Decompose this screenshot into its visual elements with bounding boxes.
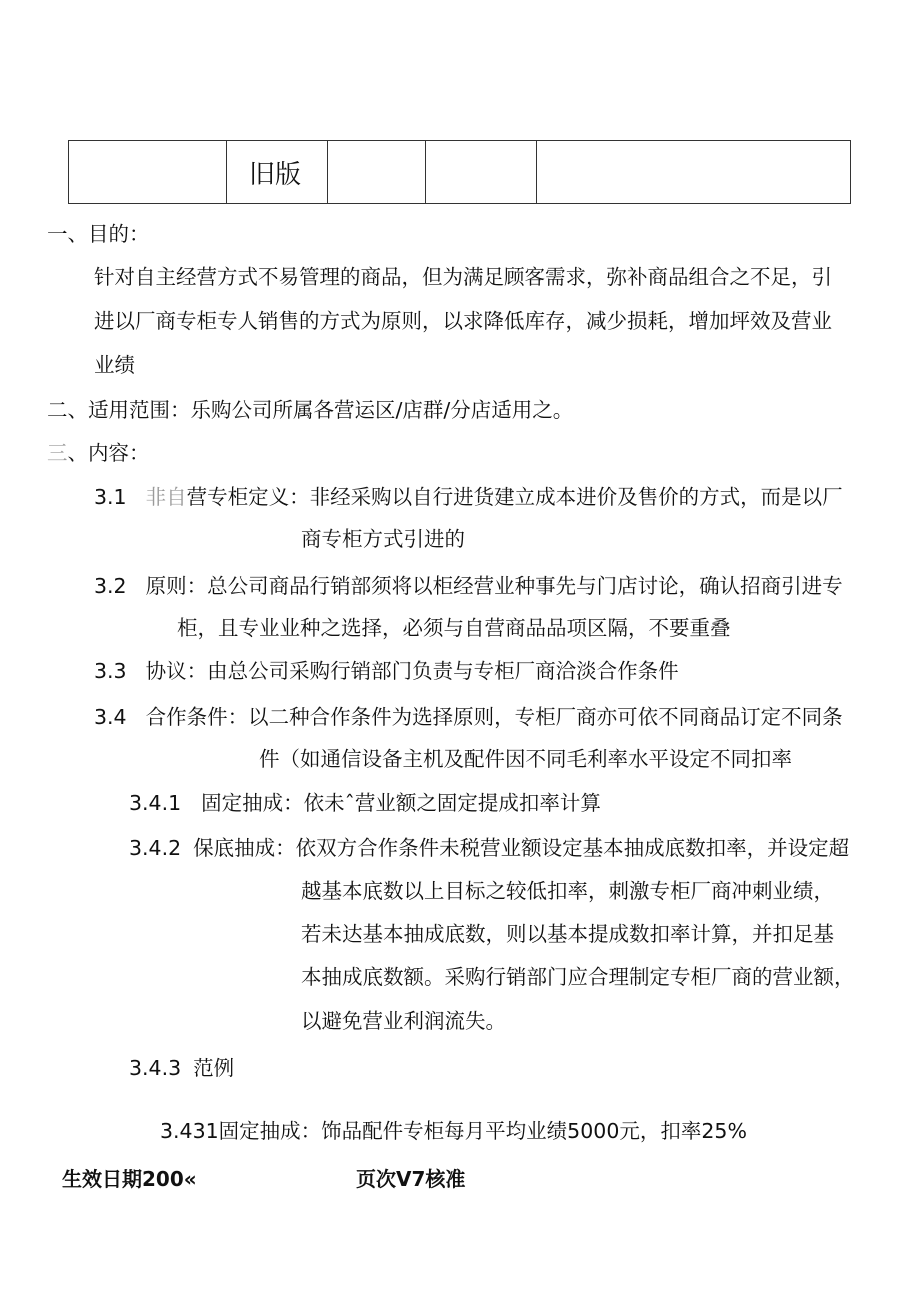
item-3-1-number: 3.1 [94,485,127,509]
item-3-4-continuation: 件（如通信设备主机及配件因不同毛利率水平设定不同扣率 [259,747,792,771]
item-3-4-2-text: 保底抽成：依双方合作条件未税营业额设定基本抽成底数扣率，并设定超 [193,836,850,860]
item-3-3-text: 协议：由总公司采购行销部门负责与专柜厂商洽淡合作条件 [145,659,679,683]
header-cell-4 [426,141,537,204]
item-3-4-number: 3.4 [94,705,127,729]
item-3-2-continuation: 柜，且专业业种之选择，必须与自营商品品项区隔，不要重叠 [177,616,731,640]
item-3-2-text: 原则：总公司商品行销部须将以柜经营业种事先与门店讨论，确认招商引进专 [145,574,843,598]
content-heading-prefix: 三 [47,441,68,465]
item-3-4-2-continuation-4: 以避免营业利润流失。 [301,1009,506,1033]
item-3-4-3-1: 3.431固定抽成：饰品配件专柜每月平均业绩5000元，扣率25% [160,1119,747,1143]
header-cell-1 [69,141,227,204]
item-3-4-2-number: 3.4.2 [129,836,182,860]
item-3-4 [94,704,843,730]
purpose-line-3: 业绩 [94,353,135,377]
item-3-4-3-text: 范例 [193,1056,235,1080]
purpose-line-2: 进以厂商专柜专人销售的方式为原则，以求降低库存，减少损耗，增加坪效及营业 [94,309,832,333]
header-cell-5 [537,141,851,204]
item-3-4-1-number: 3.4.1 [129,791,182,815]
item-3-4-2-continuation-3: 本抽成底数额。采购行销部门应合理制定专柜厂商的营业额， [301,965,855,989]
header-cell-version: 旧版 [227,141,328,204]
item-3-4-2 [129,835,849,861]
header-cell-3 [328,141,426,204]
item-3-4-1 [129,790,601,816]
item-3-1-text: 营专柜定义：非经采购以自行进货建立成本进价及售价的方式，而是以厂 [186,485,843,509]
item-3-4-3 [129,1055,234,1081]
item-3-1-continuation: 商专柜方式引进的 [301,527,465,551]
section-content-heading [47,440,150,466]
item-3-4-2-continuation-2: 若未达基本抽成底数，则以基本提成数扣率计算，并扣足基 [301,922,834,946]
item-3-3 [94,658,679,684]
footer-page-approve: 页次V7核准 [356,1167,466,1191]
item-3-1-muted-text: 非自 [145,485,187,509]
section-scope: 二、适用范围：乐购公司所属各营运区/店群/分店适用之。 [47,398,574,422]
purpose-line-1: 针对自主经营方式不易管理的商品，但为满足顾客需求，弥补商品组合之不足，引 [94,265,832,289]
header-table [68,140,851,204]
item-3-4-text: 合作条件：以二种合作条件为选择原则，专柜厂商亦可依不同商品订定不同条 [145,705,843,729]
item-3-4-1-text: 固定抽成：依未ˆ营业额之固定提成扣率计算 [201,791,601,815]
item-3-3-number: 3.3 [94,659,127,683]
item-3-2-number: 3.2 [94,574,127,598]
footer-effective-date: 生效日期200« [62,1167,197,1191]
item-3-4-2-continuation-1: 越基本底数以上目标之较低扣率，刺激专柜厂商冲刺业绩， [301,879,834,903]
item-3-4-3-number: 3.4.3 [129,1056,182,1080]
content-heading-text: 、内容： [67,441,150,465]
item-3-2 [94,573,843,599]
item-3-1 [94,484,843,510]
section-purpose-heading: 一、目的： [47,222,150,246]
